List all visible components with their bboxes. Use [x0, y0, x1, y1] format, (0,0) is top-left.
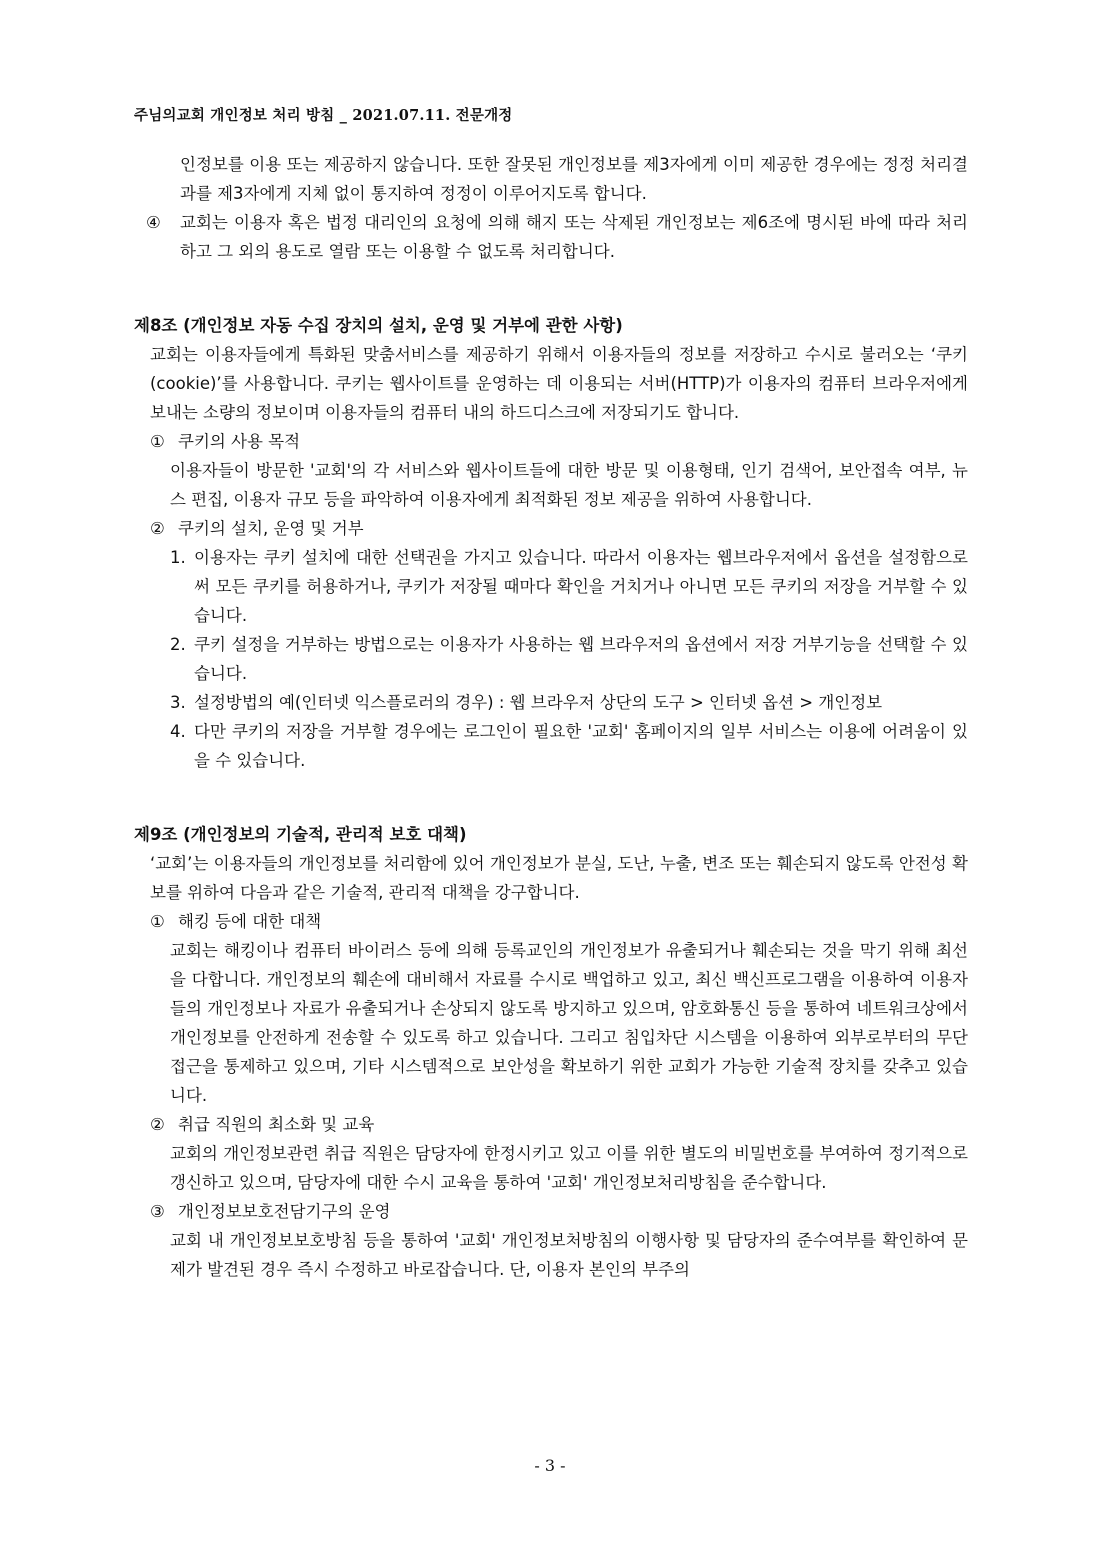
article7-item4 — [146, 208, 968, 266]
article8-section1-marker: ① — [150, 432, 165, 451]
page-number: - 3 - — [534, 1456, 566, 1475]
article8-list-item-3: 3. 설정방법의 예(인터넷 익스플로러의 경우) : 웹 브라우저 상단의 도구 > 인터넷 옵션 > 개인정보 — [170, 693, 883, 712]
article7-item3-continuation: 인정보를 이용 또는 제공하지 않습니다. 또한 잘못된 개인정보를 제3자에게 이미 제공한 경우에는 정정 처리결과를 제3자에게 지체 없이 통지하여 정정이 이루어지도록 합니다. — [180, 155, 968, 203]
article9-section3-body: 교회 내 개인정보보호방침 등을 통하여 '교회' 개인정보처방침의 이행사항 및 담당자의 준수여부를 확인하여 문제가 발견된 경우 즉시 수정하고 바로잡습니다. 단, 이용자 본인의 부주의 — [170, 1231, 968, 1279]
article8-heading: 제8조 (개인정보 자동 수집 장치의 설치, 운영 및 거부에 관한 사항) — [134, 316, 623, 335]
article9-section2-marker: ② — [150, 1115, 165, 1134]
running-header: 주님의교회 개인정보 처리 방침 _ 2021.07.11. 전문개정 — [134, 107, 513, 124]
article9-section1-marker: ① — [150, 912, 165, 931]
article8-list-item-1: 1. 이용자는 쿠키 설치에 대한 선택권을 가지고 있습니다. 따라서 이용자는 웹브라우저에서 옵션을 설정함으로써 모든 쿠키를 허용하거나, 쿠키가 저장될 때마다 확인을 거치거나 아니면 모든 쿠키의 저장을 거부할 수 있습니다. — [170, 548, 968, 625]
page-content — [0, 150, 1100, 1284]
article8-section2-title: ② 쿠키의 설치, 운영 및 거부 — [150, 514, 968, 543]
article9-section2-title: ② 취급 직원의 최소화 및 교육 — [150, 1110, 968, 1139]
article9-heading: 제9조 (개인정보의 기술적, 관리적 보호 대책) — [134, 825, 467, 844]
article9-section3-title: ③ 개인정보보호전담기구의 운영 — [150, 1197, 968, 1226]
article7-item4-text: 교회는 이용자 혹은 법정 대리인의 요청에 의해 해지 또는 삭제된 개인정보는 제6조에 명시된 바에 따라 처리하고 그 외의 용도로 열람 또는 이용할 수 없도록 처리합니다. — [180, 213, 968, 261]
article9-intro: ‘교회’는 이용자들의 개인정보를 처리함에 있어 개인정보가 분실, 도난, 누출, 변조 또는 훼손되지 않도록 안전성 확보를 위하여 다음과 같은 기술적, 관리적 대책을 강구합니다. — [150, 854, 968, 902]
article8-list-item-4: 4. 다만 쿠키의 저장을 거부할 경우에는 로그인이 필요한 '교회' 홈페이지의 일부 서비스는 이용에 어려움이 있을 수 있습니다. — [170, 722, 968, 770]
article8-section1-title: ① 쿠키의 사용 목적 — [150, 427, 968, 456]
article8-section1-body: 이용자들이 방문한 '교회'의 각 서비스와 웹사이트들에 대한 방문 및 이용형태, 인기 검색어, 보안접속 여부, 뉴스 편집, 이용자 규모 등을 파악하여 이용자에게 최적화된 정보 제공을 위하여 사용합니다. — [170, 461, 968, 509]
article9-section1-body: 교회는 해킹이나 컴퓨터 바이러스 등에 의해 등록교인의 개인정보가 유출되거나 훼손되는 것을 막기 위해 최선을 다합니다. 개인정보의 훼손에 대비해서 자료를 수시로 백업하고 있고, 최신 백신프로그램을 이용하여 이용자들의 개인정보나 자료가 유출되거나 손상되지 않도록 방지하고 있으며, 암호화통신 등을 통하여 네트워크상에서 개인정보를 안전하게 전송할 수 있도록 하고 있습니다. 그리고 침입차단 시스템을 이용하여 외부로부터의 무단 접근을 통제하고 있으며, 기타 시스템적으로 보안성을 확보하기 위한 교회가 가능한 기술적 장치를 갖추고 있습니다. — [170, 941, 968, 1105]
article9-section2-body: 교회의 개인정보관련 취급 직원은 담당자에 한정시키고 있고 이를 위한 별도의 비밀번호를 부여하여 정기적으로 갱신하고 있으며, 담당자에 대한 수시 교육을 통하여 '교회' 개인정보처리방침을 준수합니다. — [170, 1144, 968, 1192]
article8-list-item-2: 2. 쿠키 설정을 거부하는 방법으로는 이용자가 사용하는 웹 브라우저의 옵션에서 저장 거부기능을 선택할 수 있습니다. — [170, 635, 968, 683]
article8-intro: 교회는 이용자들에게 특화된 맞춤서비스를 제공하기 위해서 이용자들의 정보를 저장하고 수시로 불러오는 ‘쿠키(cookie)’를 사용합니다. 쿠키는 웹사이트를 운영하는 데 이용되는 서버(HTTP)가 이용자의 컴퓨터 브라우저에게 보내는 소량의 정보이며 이용자들의 컴퓨터 내의 하드디스크에 저장되기도 합니다. — [150, 345, 968, 422]
article7-item4-marker: ④ — [146, 213, 161, 232]
article8-section2-marker: ② — [150, 519, 165, 538]
article9-section3-marker: ③ — [150, 1202, 165, 1221]
article9-section1-title: ① 해킹 등에 대한 대책 — [150, 907, 968, 936]
